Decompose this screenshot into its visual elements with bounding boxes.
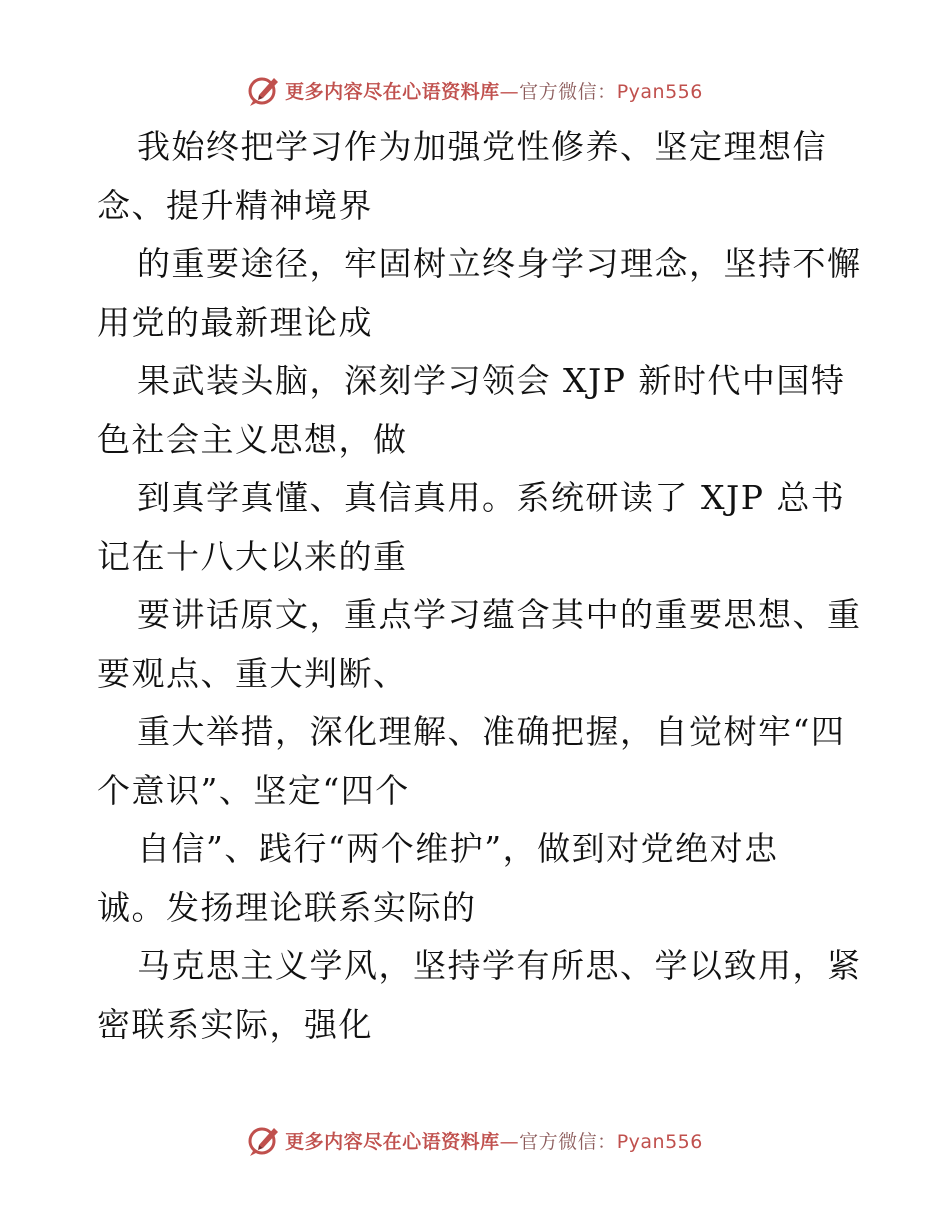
footer-banner-text	[285, 1127, 703, 1154]
paragraph-line: 的重要途径，牢固树立终身学习理念，坚持不懈	[137, 244, 862, 283]
banner-title: 更多内容尽在心语资料库	[285, 1130, 500, 1153]
paragraph-line: 念、提升精神境界	[97, 185, 373, 225]
header-banner	[0, 70, 950, 110]
paragraph-line: 我始终把学习作为加强党性修养、坚定理想信	[137, 127, 827, 166]
paragraph-line: 自信”、践行“两个维护”，做到对党绝对忠	[137, 829, 779, 868]
banner-wechat-label: 官方微信：	[519, 1130, 617, 1153]
banner-separator: —	[499, 80, 520, 103]
paragraph-line: 记在十八大以来的重	[97, 536, 408, 576]
paragraph-line: 诚。发扬理论联系实际的	[97, 887, 477, 927]
banner-wechat-label: 官方微信：	[519, 80, 617, 103]
speech-bubble-pen-icon	[247, 1123, 281, 1157]
paragraph-line: 到真学真懂、真信真用。系统研读了 XJP 总书	[137, 478, 846, 517]
paragraph-line: 要观点、重大判断、	[97, 653, 408, 693]
paragraph-line: 果武装头脑，深刻学习领会 XJP 新时代中国特	[137, 361, 846, 400]
banner-wechat-id: Pyan556	[616, 1130, 703, 1153]
paragraph-line: 用党的最新理论成	[97, 302, 373, 342]
paragraph-line: 要讲话原文，重点学习蕴含其中的重要思想、重	[137, 595, 862, 634]
speech-bubble-pen-icon	[247, 73, 281, 107]
header-banner-text	[285, 77, 703, 104]
footer-banner	[0, 1120, 950, 1160]
document-body	[97, 118, 862, 1054]
paragraph-line: 个意识”、坚定“四个	[97, 770, 410, 810]
banner-title: 更多内容尽在心语资料库	[285, 80, 500, 103]
paragraph-line: 重大举措，深化理解、准确把握，自觉树牢“四	[137, 712, 846, 751]
banner-separator: —	[499, 1130, 520, 1153]
paragraph-line: 密联系实际，强化	[97, 1004, 373, 1044]
paragraph-line: 马克思主义学风，坚持学有所思、学以致用，紧	[137, 946, 862, 985]
paragraph-line: 色社会主义思想，做	[97, 419, 408, 459]
banner-wechat-id: Pyan556	[616, 80, 703, 103]
